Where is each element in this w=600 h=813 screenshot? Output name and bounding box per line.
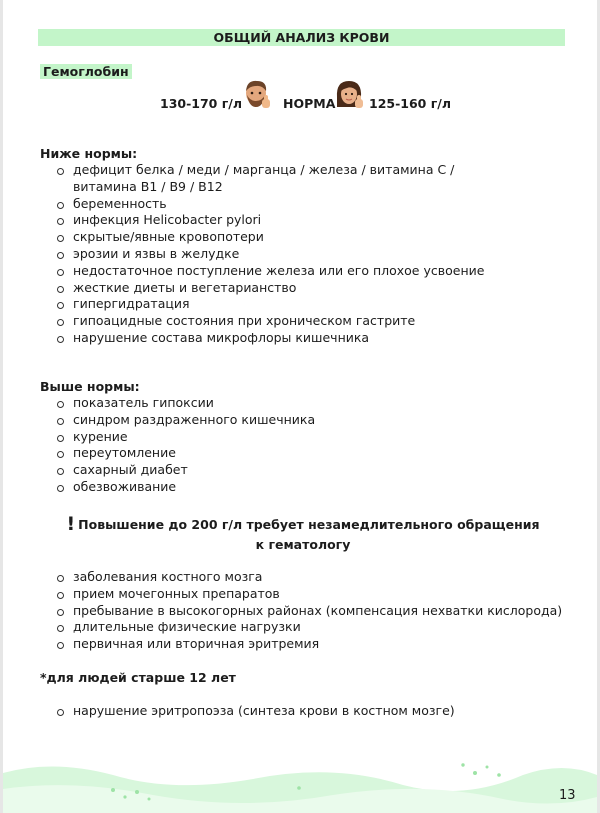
bullet-icon: [57, 625, 64, 632]
above-norm-list: [40, 395, 520, 496]
bullet-icon: [57, 418, 64, 425]
bullet-icon: [57, 269, 64, 276]
list-item: обезвоживание: [40, 479, 520, 496]
bullet-icon: [57, 202, 64, 209]
male-norm-range: 130-170 г/л: [160, 96, 242, 111]
list-item: беременность: [40, 196, 495, 213]
list-item: заболевания костного мозга: [40, 569, 563, 586]
list-item: скрытые/явные кровопотери: [40, 229, 495, 246]
list-item: прием мочегонных препаратов: [40, 586, 563, 603]
female-norm-range: 125-160 г/л: [369, 96, 451, 111]
section-label-hemoglobin: Гемоглобин: [40, 64, 132, 79]
bullet-icon: [57, 592, 64, 599]
bullet-icon: [57, 609, 64, 616]
list-item: сахарный диабет: [40, 462, 520, 479]
below-norm-list: [40, 162, 495, 347]
exclamation-icon: !: [66, 513, 76, 535]
list-item: синдром раздраженного кишечника: [40, 412, 520, 429]
bullet-icon: [57, 642, 64, 649]
bullet-icon: [57, 218, 64, 225]
norm-label: НОРМА: [283, 96, 336, 111]
page-number: 13: [559, 788, 576, 803]
list-item: курение: [40, 429, 520, 446]
bullet-icon: [57, 252, 64, 259]
bullet-icon: [57, 451, 64, 458]
document-page: [3, 0, 597, 813]
bullet-icon: [57, 302, 64, 309]
age-causes-list: [40, 703, 520, 720]
below-norm-heading: Ниже нормы:: [40, 146, 138, 161]
decorative-wave-footer: [3, 735, 597, 813]
bullet-icon: [57, 709, 64, 716]
bullet-icon: [57, 575, 64, 582]
list-item: пребывание в высокогорных районах (компенсация нехватки кислорода): [40, 603, 563, 620]
bullet-icon: [57, 168, 64, 175]
bullet-icon: [57, 401, 64, 408]
list-item: гипергидратация: [40, 296, 495, 313]
bullet-icon: [57, 468, 64, 475]
list-item: жесткие диеты и вегетарианство: [40, 280, 495, 297]
urgent-causes-list: [40, 569, 563, 653]
list-item: эрозии и язвы в желудке: [40, 246, 495, 263]
list-item: показатель гипоксии: [40, 395, 520, 412]
list-item: нарушение эритропоэза (синтеза крови в костном мозге): [40, 703, 520, 720]
bullet-icon: [57, 435, 64, 442]
list-item: инфекция Helicobacter pylori: [40, 212, 495, 229]
bullet-icon: [57, 319, 64, 326]
list-item: первичная или вторичная эритремия: [40, 636, 563, 653]
list-item: дефицит белка / меди / марганца / железа / витамина С / витамина В1 / В9 / В12: [40, 162, 495, 196]
man-thumbs-up-icon: [243, 79, 273, 111]
list-item: нарушение состава микрофлоры кишечника: [40, 330, 495, 347]
bullet-icon: [57, 286, 64, 293]
list-item: недостаточное поступление железа или его плохое усвоение: [40, 263, 495, 280]
bullet-icon: [57, 235, 64, 242]
warning-line-2: к гематологу: [255, 537, 351, 552]
bullet-icon: [57, 485, 64, 492]
list-item: гипоацидные состояния при хроническом гастрите: [40, 313, 495, 330]
list-item: длительные физические нагрузки: [40, 619, 563, 636]
page-title: ОБЩИЙ АНАЛИЗ КРОВИ: [38, 29, 565, 46]
woman-thumbs-up-icon: [335, 79, 365, 111]
age-note: *для людей старше 12 лет: [40, 670, 236, 685]
list-item: переутомление: [40, 445, 520, 462]
bullet-icon: [57, 336, 64, 343]
above-norm-heading: Выше нормы:: [40, 379, 140, 394]
warning-line-1: ! Повышение до 200 г/л требует незамедлительного обращения: [66, 513, 540, 535]
